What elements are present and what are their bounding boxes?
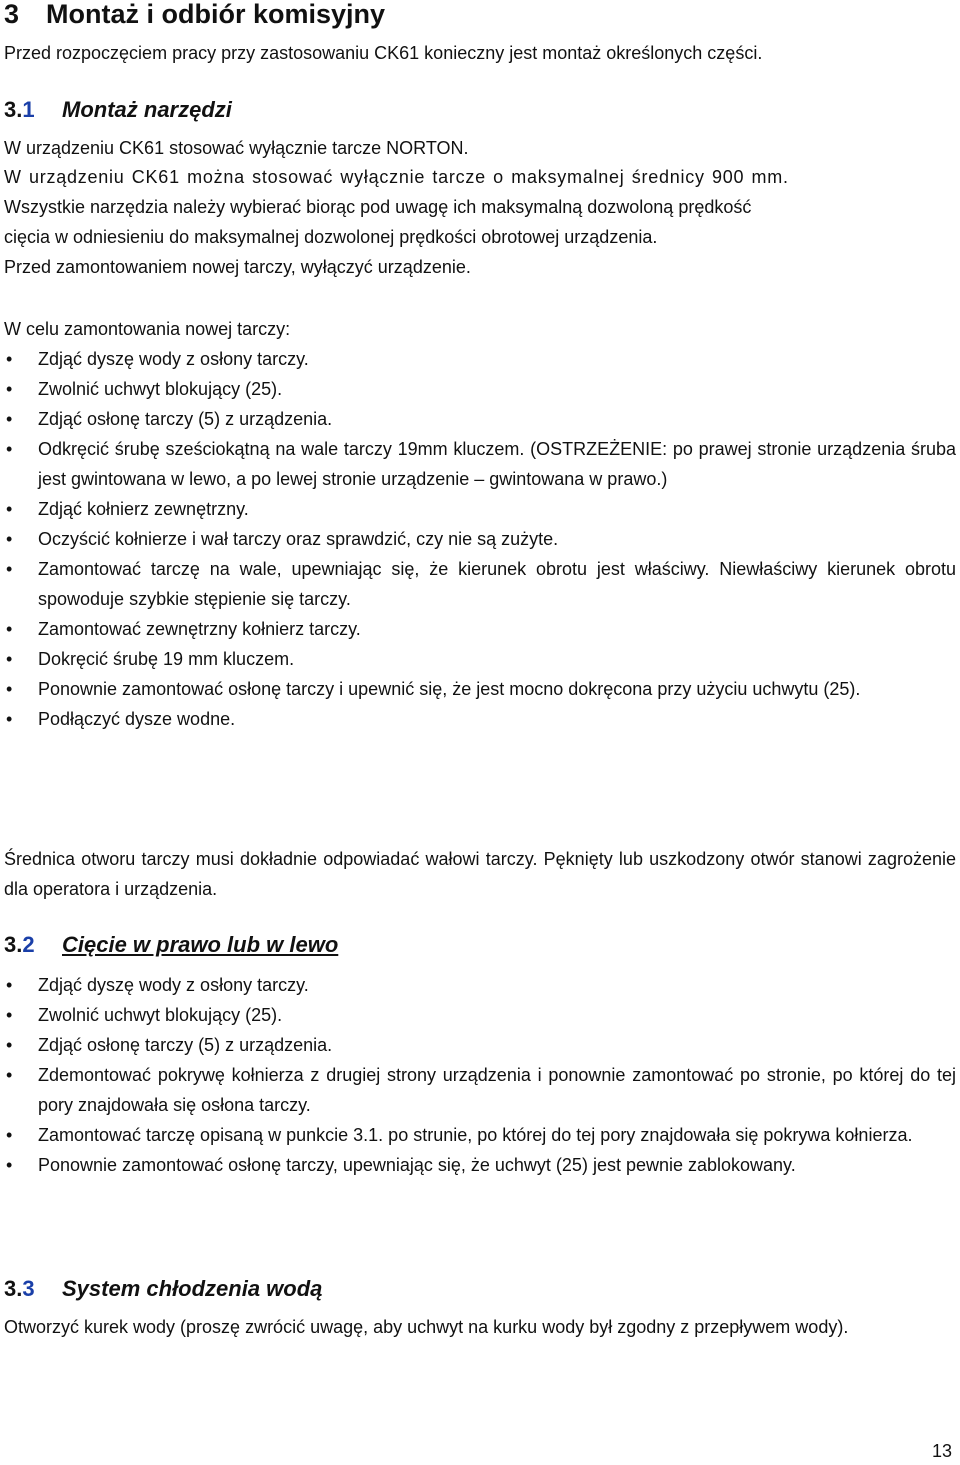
section-3-2-steps bbox=[4, 970, 956, 1180]
list-item: • Zdjąć dyszę wody z osłony tarczy. bbox=[4, 344, 956, 374]
section-3-1-list-intro: W celu zamontowania nowej tarczy: bbox=[4, 319, 291, 339]
list-item: • Ponownie zamontować osłonę tarczy i upewnić się, że jest mocno dokręcona przy użyciu uchwytu (25). bbox=[4, 674, 956, 704]
section-3-2-number-dec: 2 bbox=[22, 932, 35, 957]
bullet-icon: • bbox=[6, 529, 13, 549]
list-item: • Zdjąć dyszę wody z osłony tarczy. bbox=[4, 970, 956, 1000]
section-3-heading bbox=[4, 0, 385, 29]
section-3-3-heading bbox=[4, 1276, 322, 1302]
page-number: 13 bbox=[931, 1441, 952, 1461]
bullet-icon: • bbox=[6, 619, 13, 639]
section-3-2-heading bbox=[4, 932, 338, 958]
bullet-icon: • bbox=[6, 649, 13, 669]
bullet-icon: • bbox=[6, 379, 13, 399]
bullet-icon: • bbox=[6, 975, 13, 995]
section-3-3-number-int: 3. bbox=[4, 1276, 23, 1301]
list-item: • Dokręcić śrubę 19 mm kluczem. bbox=[4, 644, 956, 674]
section-3-1-line-4: cięcia w odniesieniu do maksymalnej dozwolonej prędkości obrotowej urządzenia. bbox=[4, 227, 658, 247]
section-3-1-number-int: 3. bbox=[4, 97, 23, 122]
list-item: • Oczyścić kołnierze i wał tarczy oraz sprawdzić, czy nie są zużyte. bbox=[4, 524, 956, 554]
bullet-icon: • bbox=[6, 439, 13, 459]
section-3-1-note: Średnica otworu tarczy musi dokładnie odpowiadać wałowi tarczy. Pęknięty lub uszkodzony otwór stanowi zagrożenie dla operatora i urządzenia. bbox=[4, 849, 956, 899]
section-3-3-number-dec: 3 bbox=[22, 1276, 35, 1301]
section-3-1-line-5: Przed zamontowaniem nowej tarczy, wyłączyć urządzenie. bbox=[4, 257, 471, 277]
bullet-icon: • bbox=[6, 409, 13, 429]
list-item: • Zwolnić uchwyt blokujący (25). bbox=[4, 1000, 956, 1030]
bullet-icon: • bbox=[6, 559, 13, 579]
bullet-icon: • bbox=[6, 349, 13, 369]
bullet-icon: • bbox=[6, 679, 13, 699]
list-item: • Zdemontować pokrywę kołnierza z drugiej strony urządzenia i ponownie zamontować po stronie, po której do tej pory znajdowała się osłona tarczy. bbox=[4, 1060, 956, 1120]
section-3-1-heading bbox=[4, 97, 232, 123]
bullet-icon: • bbox=[6, 1035, 13, 1055]
section-3-2-title: Cięcie w prawo lub w lewo bbox=[62, 932, 339, 957]
section-3-1-number-dec: 1 bbox=[22, 97, 35, 122]
section-3-1-line-3: Wszystkie narzędzia należy wybierać biorąc pod uwagę ich maksymalną dozwoloną prędkość bbox=[4, 197, 752, 217]
section-3-3-text: Otworzyć kurek wody (proszę zwrócić uwagę, aby uchwyt na kurku wody był zgodny z przepływem wody). bbox=[4, 1317, 849, 1337]
bullet-icon: • bbox=[6, 1125, 13, 1145]
list-item: • Podłączyć dysze wodne. bbox=[4, 704, 956, 734]
list-item: • Zamontować tarczę opisaną w punkcie 3.1. po strunie, po której do tej pory znajdowała się pokrywa kołnierza. bbox=[4, 1120, 956, 1150]
bullet-icon: • bbox=[6, 499, 13, 519]
section-3-intro: Przed rozpoczęciem pracy przy zastosowaniu CK61 konieczny jest montaż określonych części. bbox=[4, 43, 763, 63]
list-item: • Zwolnić uchwyt blokujący (25). bbox=[4, 374, 956, 404]
list-item: • Zdjąć kołnierz zewnętrzny. bbox=[4, 494, 956, 524]
list-item: • Zamontować tarczę na wale, upewniając się, że kierunek obrotu jest właściwy. Niewłaściwy kierunek obrotu spowoduje szybkie stępienie się tarczy. bbox=[4, 554, 956, 614]
list-item: • Zamontować zewnętrzny kołnierz tarczy. bbox=[4, 614, 956, 644]
section-3-title: Montaż i odbiór komisyjny bbox=[46, 0, 386, 29]
bullet-icon: • bbox=[6, 1155, 13, 1175]
section-3-2-number-int: 3. bbox=[4, 932, 23, 957]
list-item: • Ponownie zamontować osłonę tarczy, upewniając się, że uchwyt (25) jest pewnie zablokowany. bbox=[4, 1150, 956, 1180]
section-3-1-title: Montaż narzędzi bbox=[62, 97, 232, 122]
list-item: • Odkręcić śrubę sześciokątną na wale tarczy 19mm kluczem. (OSTRZEŻENIE: po prawej stronie urządzenia śruba jest gwintowana w lewo, a po lewej stronie urządzenie – gwintowana w prawo.) bbox=[4, 434, 956, 494]
section-3-number: 3 bbox=[4, 0, 20, 29]
list-item: • Zdjąć osłonę tarczy (5) z urządzenia. bbox=[4, 404, 956, 434]
section-3-1-steps bbox=[4, 344, 956, 734]
bullet-icon: • bbox=[6, 1065, 13, 1085]
bullet-icon: • bbox=[6, 1005, 13, 1025]
section-3-1-line-1: W urządzeniu CK61 stosować wyłącznie tarcze NORTON. bbox=[4, 138, 469, 158]
bullet-icon: • bbox=[6, 709, 13, 729]
section-3-3-title: System chłodzenia wodą bbox=[62, 1276, 323, 1301]
section-3-1-line-2: W urządzeniu CK61 można stosować wyłącznie tarcze o maksymalnej średnicy 900 mm. bbox=[4, 167, 789, 187]
list-item: • Zdjąć osłonę tarczy (5) z urządzenia. bbox=[4, 1030, 956, 1060]
